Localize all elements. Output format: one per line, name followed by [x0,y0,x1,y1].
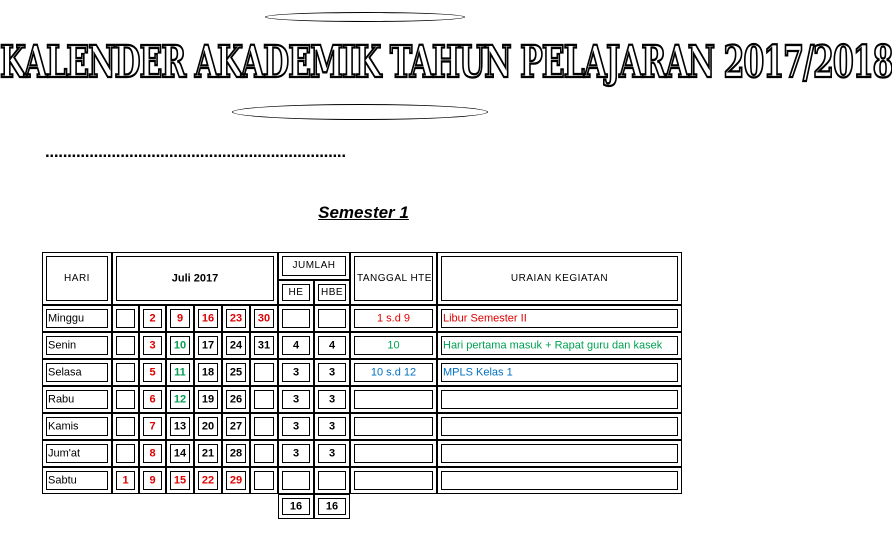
date-cell [194,386,222,413]
day-name-text: Minggu [48,312,85,324]
total-he-text: 16 [289,500,303,512]
date-cell-text: 21 [201,447,215,459]
header-month [112,252,278,305]
date-cell-text: 17 [201,339,215,351]
uraian-kegiatan-text: MPLS Kelas 1 [443,366,513,378]
cell-inner-border [282,309,310,328]
day-name-text: Kamis [48,420,79,432]
cell-inner-border [441,390,678,409]
date-cell-text: 9 [149,474,156,486]
date-cell [194,332,222,359]
date-cell-text: 19 [201,393,215,405]
day-name-text: Selasa [48,366,82,378]
day-name [42,386,112,413]
date-cell [222,305,250,332]
date-cell-text: 28 [229,447,243,459]
date-cell-text: 29 [229,474,243,486]
date-cell-text: 13 [173,420,187,432]
date-cell-text: 31 [257,339,271,351]
he-count [278,305,314,332]
date-cell [250,332,278,359]
uraian-kegiatan [437,332,682,359]
uraian-kegiatan [437,386,682,413]
cell-inner-border [116,444,135,463]
header-he-text: HE [288,286,304,298]
cell-inner-border [354,417,433,436]
date-cell [112,386,139,413]
he-count [278,332,314,359]
decorative-ellipse-top [265,12,465,22]
hbe-count [314,359,350,386]
date-cell-text: 24 [229,339,243,351]
date-cell-text: 8 [149,447,156,459]
day-name-text: Sabtu [48,474,77,486]
hbe-count [314,305,350,332]
date-cell-text: 18 [201,366,215,378]
day-name [42,332,112,359]
date-cell [250,467,278,494]
day-name-text: Senin [48,339,77,351]
date-cell-text: 30 [257,312,271,324]
tanggal-hte [350,386,437,413]
uraian-kegiatan [437,413,682,440]
date-cell-text: 26 [229,393,243,405]
uraian-kegiatan-text: Libur Semester II [443,312,527,324]
he-count-text: 3 [292,393,300,405]
cell-inner-border [441,444,678,463]
header-tanggal-hte-text: TANGGAL HTE [357,272,432,284]
cell-inner-border [254,390,274,409]
header-hari-text: HARI [64,272,90,284]
date-cell [166,386,194,413]
date-cell-text: 3 [149,339,156,351]
date-cell [139,332,166,359]
he-count-text: 3 [292,447,300,459]
total-hbe-text: 16 [325,500,339,512]
cell-inner-border [354,444,433,463]
tanggal-hte [350,305,437,332]
tanggal-hte-text: 1 s.d 9 [376,312,411,324]
decorative-ellipse-bottom [232,104,488,120]
hbe-count [314,467,350,494]
date-cell-text: 10 [173,339,187,351]
uraian-kegiatan [437,305,682,332]
day-name [42,359,112,386]
total-he [278,494,314,519]
cell-inner-border [254,417,274,436]
date-cell [194,440,222,467]
header-jumlah [278,252,350,280]
cell-inner-border [254,363,274,382]
header-hbe-text: HBE [321,286,344,298]
date-cell [139,467,166,494]
header-jumlah-text: JUMLAH [292,260,336,271]
day-name [42,467,112,494]
header-he [278,280,314,305]
date-cell-text: 15 [173,474,187,486]
hbe-count-text: 4 [328,339,336,351]
day-name [42,413,112,440]
he-count-text: 3 [292,420,300,432]
tanggal-hte [350,413,437,440]
cell-inner-border [254,444,274,463]
cell-inner-border [282,471,310,490]
cell-inner-border [254,471,274,490]
he-count [278,359,314,386]
date-cell-text: 6 [149,393,156,405]
date-cell-text: 5 [149,366,156,378]
hbe-count-text: 3 [328,420,336,432]
cell-inner-border [318,471,346,490]
date-cell [139,413,166,440]
he-count-text: 4 [292,339,300,351]
tanggal-hte [350,359,437,386]
date-cell [166,413,194,440]
date-cell [222,467,250,494]
hbe-count-text: 3 [328,393,336,405]
cell-inner-border [116,417,135,436]
date-cell [194,359,222,386]
date-cell-text: 16 [201,312,215,324]
date-cell [139,305,166,332]
date-cell [139,440,166,467]
cell-inner-border [116,363,135,382]
dotted-line: .................................................................... [45,142,346,161]
day-name [42,440,112,467]
he-count [278,413,314,440]
date-cell-text: 2 [149,312,156,324]
date-cell [250,305,278,332]
date-cell [112,413,139,440]
header-hari [42,252,112,305]
cell-inner-border [441,471,678,490]
date-cell [166,305,194,332]
date-cell [112,359,139,386]
hbe-count [314,413,350,440]
uraian-kegiatan [437,440,682,467]
date-cell [139,386,166,413]
date-cell-text: 1 [122,474,129,486]
date-cell [166,359,194,386]
date-cell-text: 9 [176,312,184,324]
cell-inner-border [116,390,135,409]
header-hbe [314,280,350,305]
tanggal-hte [350,440,437,467]
date-cell [194,413,222,440]
date-cell [250,413,278,440]
hbe-count [314,386,350,413]
he-count [278,467,314,494]
date-cell [222,440,250,467]
day-name-text: Jum'at [48,447,81,459]
date-cell-text: 12 [173,393,187,405]
tanggal-hte-text: 10 s.d 12 [370,366,417,378]
uraian-kegiatan [437,467,682,494]
date-cell-text: 27 [229,420,243,432]
total-hbe [314,494,350,519]
date-cell-text: 25 [229,366,243,378]
date-cell-text: 7 [149,420,156,432]
date-cell [112,305,139,332]
header-uraian-kegiatan [437,252,682,305]
date-cell-text: 11 [174,366,186,378]
tanggal-hte [350,332,437,359]
date-cell [139,359,166,386]
tanggal-hte [350,467,437,494]
header-uraian-kegiatan-text: URAIAN KEGIATAN [510,272,609,284]
date-cell [222,359,250,386]
day-name [42,305,112,332]
page-title: KALENDER AKADEMIK TAHUN PELAJARAN 2017/2018 [0,38,892,89]
header-month-text: Juli 2017 [171,272,219,284]
cell-inner-border [116,336,135,355]
date-cell [222,386,250,413]
date-cell [112,440,139,467]
date-cell [166,332,194,359]
date-cell [166,467,194,494]
date-cell [112,332,139,359]
date-cell-text: 14 [173,447,187,459]
uraian-kegiatan-text: Hari pertama masuk + Rapat guru dan kasek [443,339,663,351]
he-count-text: 3 [292,366,300,378]
hbe-count-text: 3 [328,447,336,459]
he-count [278,440,314,467]
cell-inner-border [354,471,433,490]
cell-inner-border [318,309,346,328]
date-cell [250,359,278,386]
date-cell-text: 22 [201,474,215,486]
date-cell [166,440,194,467]
date-cell [222,413,250,440]
date-cell [250,386,278,413]
header-tanggal-hte [350,252,437,305]
cell-inner-border [354,390,433,409]
date-cell [194,467,222,494]
cell-inner-border [116,309,135,328]
hbe-count [314,332,350,359]
tanggal-hte-text: 10 [387,339,400,351]
semester-heading: Semester 1 [318,203,409,222]
hbe-count [314,440,350,467]
date-cell [194,305,222,332]
cell-inner-border [441,417,678,436]
date-cell [222,332,250,359]
uraian-kegiatan [437,359,682,386]
date-cell-text: 20 [201,420,215,432]
date-cell [250,440,278,467]
hbe-count-text: 3 [328,366,336,378]
he-count [278,386,314,413]
date-cell-text: 23 [229,312,243,324]
date-cell [112,467,139,494]
day-name-text: Rabu [48,393,75,405]
